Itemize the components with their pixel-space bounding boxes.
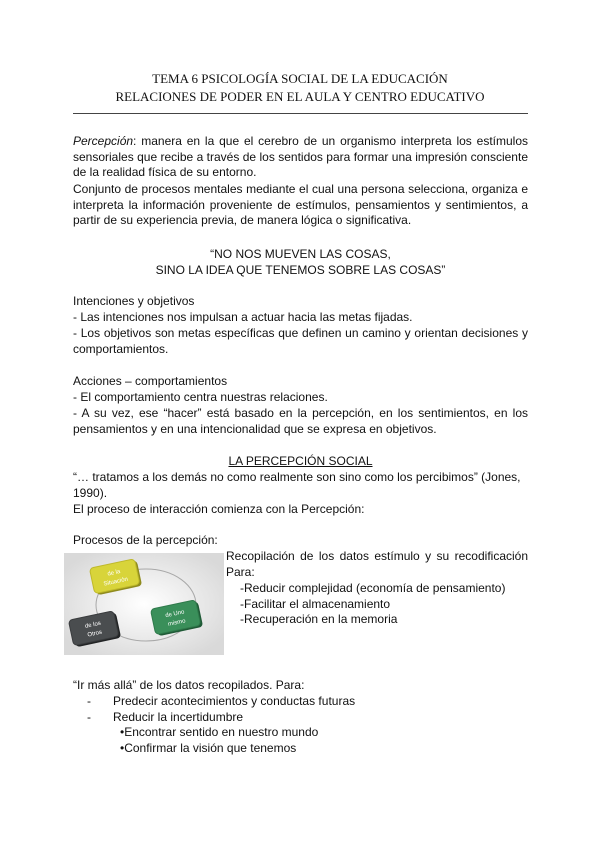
procesos-item-2: -Facilitar el almacenamiento <box>240 596 391 611</box>
procesos-item-3: -Recuperación en la memoria <box>240 612 398 626</box>
document-title-line-2: RELACIONES DE PODER EN EL AULA Y CENTRO EDUCATIVO <box>115 89 485 104</box>
ir-mas-alla-item-1 <box>73 694 528 710</box>
ir-mas-alla-sub-1: •Encontrar sentido en nuestro mundo <box>120 725 319 739</box>
ir-mas-alla-intro: “Ir más allá” de los datos recopilados. Para: <box>73 678 305 692</box>
procesos-heading: Procesos de la percepción: <box>73 533 218 547</box>
acciones-item-1: - El comportamiento centra nuestras relaciones. <box>73 390 328 404</box>
situacion-tile-line-2: Situación <box>103 576 129 588</box>
title-divider <box>73 113 528 114</box>
otros-tile-line-2: Otros <box>87 629 103 639</box>
otros-tile-line-1: de los <box>84 620 102 630</box>
percepcion-social-heading <box>73 454 528 470</box>
ir-mas-alla-list <box>73 694 528 756</box>
percepcion-social-heading-text: LA PERCEPCIÓN SOCIAL <box>228 454 373 468</box>
uno-mismo-tile-line-2: mismo <box>167 618 187 628</box>
acciones-item-2: - A su vez, ese “hacer” está basado en la percepción, en los sentimientos, en los pensamientos y en una intencionalidad que se expresa en objetivos. <box>73 406 528 436</box>
percepcion-term: Percepción <box>73 134 134 148</box>
quote-line-1: “NO NOS MUEVEN LAS COSAS, <box>210 247 391 261</box>
ir-mas-alla-item-2 <box>73 710 528 726</box>
list-dash: - <box>87 709 91 724</box>
uno-mismo-tile-line-1: de Uno <box>164 609 186 620</box>
situacion-tile-line-1: de la <box>106 569 121 578</box>
percepcion-definition-text: : manera en la que el cerebro de un organismo interpreta los estímulos sensoriales que recibe a través de los sentidos para formar una impresión consciente de la realidad física de su entorno. <box>73 134 528 179</box>
list-dash: - <box>87 694 91 708</box>
procesos-item-1: -Reducir complejidad (economía de pensamiento) <box>240 581 506 595</box>
perception-diagram-image <box>64 553 224 655</box>
intenciones-item-1: - Las intenciones nos impulsan a actuar hacia las metas fijadas. <box>73 310 413 324</box>
acciones-heading: Acciones – comportamientos <box>73 374 228 388</box>
ir-mas-alla-item-1-text: Predecir acontecimientos y conductas futuras <box>113 694 356 708</box>
percepcion-definition <box>73 134 528 181</box>
percepcion-social-intro: El proceso de interacción comienza con la Percepción: <box>73 502 365 516</box>
ir-mas-alla-item-2-text: Reducir la incertidumbre <box>113 709 244 724</box>
ir-mas-alla-sub-2: •Confirmar la visión que tenemos <box>120 740 297 755</box>
percepcion-social-citation: “… tratamos a los demás no como realmente son sino como los percibimos” (Jones, 1990). <box>73 470 521 500</box>
percepcion-definition-2: Conjunto de procesos mentales mediante el cual una persona selecciona, organiza e interpreta la información proveniente de estímulos, pensamientos y sentimientos, a partir de su experiencia previa, de manera lógica o significativa. <box>73 182 528 227</box>
procesos-list <box>226 581 528 628</box>
document-title-line-1: TEMA 6 PSICOLOGÍA SOCIAL DE LA EDUCACIÓN <box>152 71 448 86</box>
intenciones-item-2: - Los objetivos son metas específicas que definen un camino y orientan decisiones y comportamientos. <box>73 326 528 356</box>
quote-line-2: SINO LA IDEA QUE TENEMOS SOBRE LAS COSAS” <box>155 263 446 277</box>
recopilacion-text: Recopilación de los datos estímulo y su recodificación Para: <box>226 549 528 579</box>
perception-diagram-svg <box>64 553 224 655</box>
intenciones-heading: Intenciones y objetivos <box>73 294 195 308</box>
